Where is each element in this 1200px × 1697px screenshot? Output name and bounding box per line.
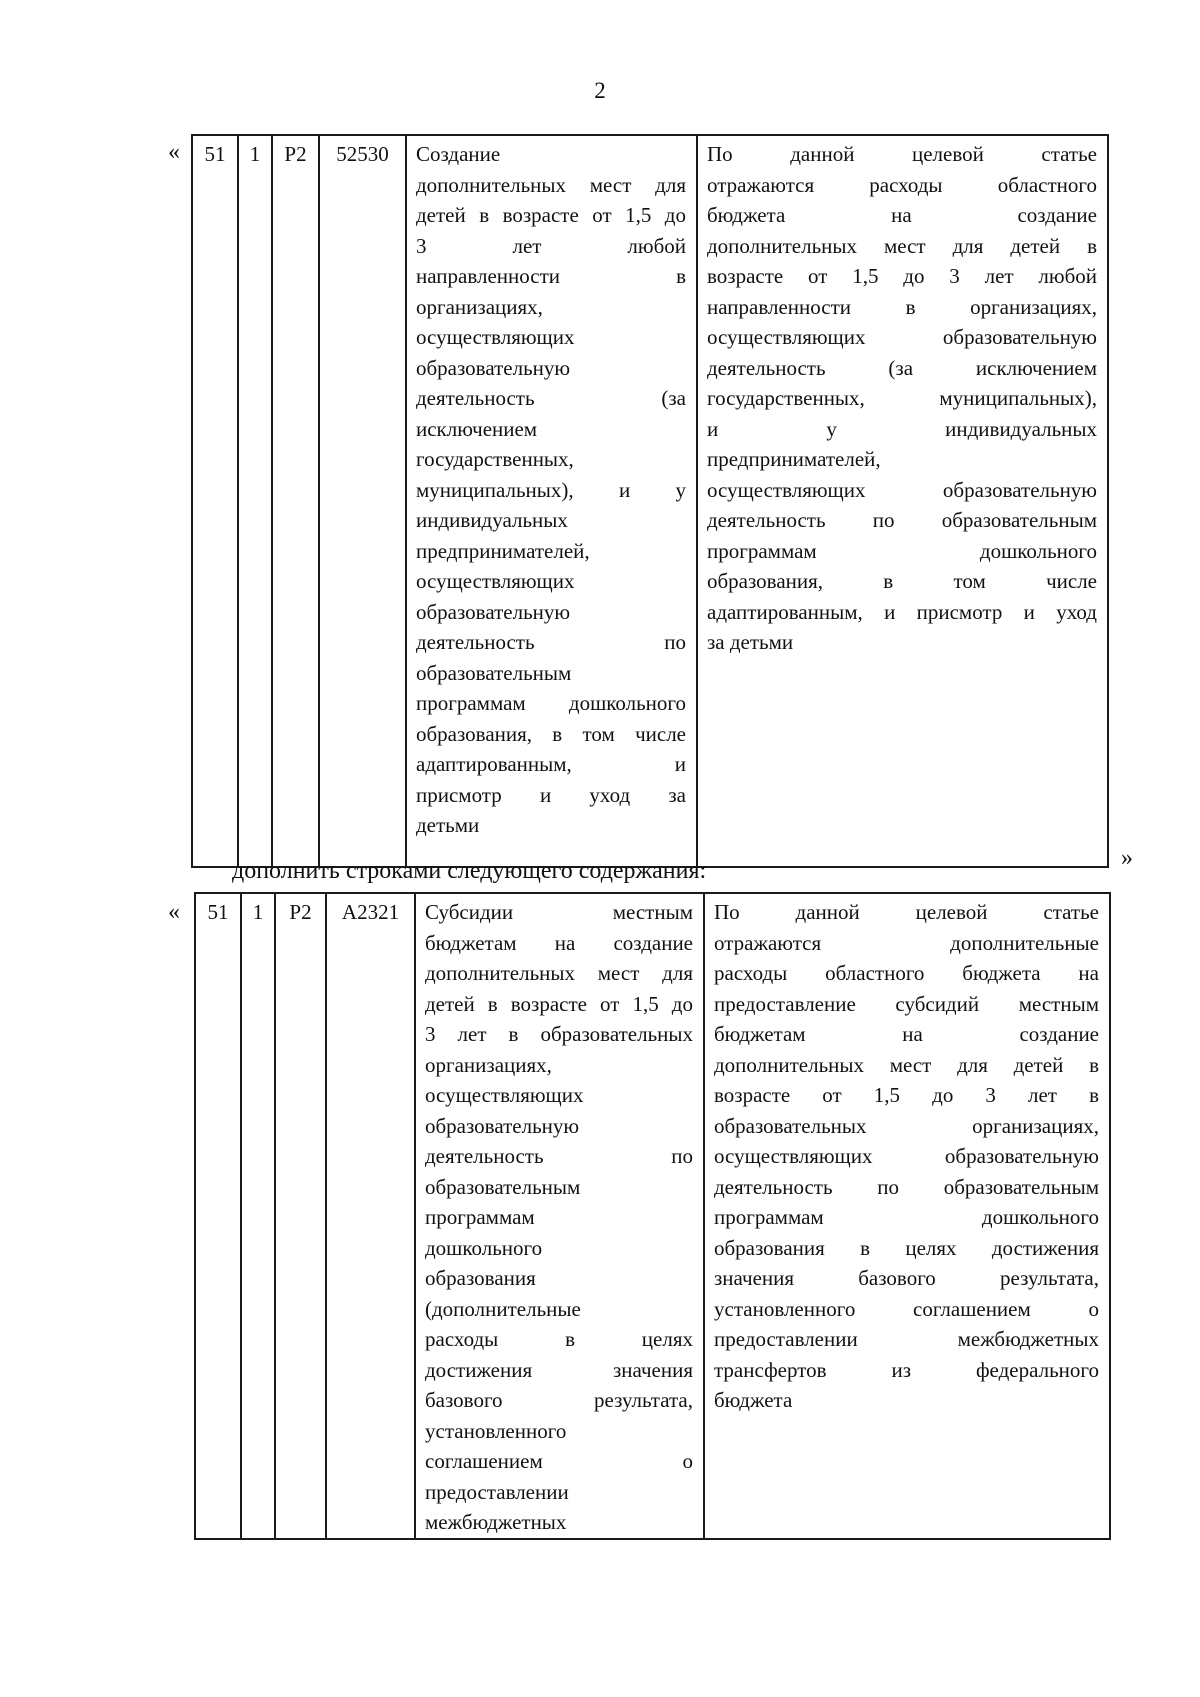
name-line: адаптированным, и xyxy=(416,752,686,776)
name-line: достижения значения xyxy=(425,1357,693,1382)
description-line: предпринимателей, xyxy=(707,447,881,471)
name-line: деятельность (за xyxy=(416,386,686,410)
name-line: дополнительных мест для xyxy=(425,961,693,985)
description-line: бюджета xyxy=(714,1388,793,1412)
description-line: программам дошкольного xyxy=(714,1205,1099,1229)
description-line: бюджетам на создание xyxy=(714,1022,1099,1046)
description-line: возрасте от 1,5 до 3 лет в xyxy=(714,1083,1099,1107)
description-line: дополнительных мест для детей в xyxy=(714,1052,1099,1077)
name-line: Субсидии местным xyxy=(425,900,693,924)
amendment-instruction: дополнить строками следующего содержания: xyxy=(232,858,707,884)
description-line: государственных, муниципальных), xyxy=(707,386,1097,410)
code-subsection: 1 xyxy=(238,135,272,867)
name-line: дополнительных мест для xyxy=(416,172,686,197)
code-subsection: 1 xyxy=(241,893,275,1539)
code-program: Р2 xyxy=(272,135,319,867)
name-line: государственных, xyxy=(416,447,574,471)
name-line: образовательную xyxy=(416,599,571,624)
name-line: предпринимателей, xyxy=(416,538,590,563)
name-line: индивидуальных xyxy=(416,508,568,532)
target-article-name xyxy=(415,893,704,1539)
name-line: предоставлении xyxy=(425,1479,569,1504)
name-line: 3 лет любой xyxy=(416,233,686,258)
description-line: за детьми xyxy=(707,630,794,654)
name-line: присмотр и уход за xyxy=(416,782,686,807)
name-line: детей в возрасте от 1,5 до xyxy=(416,203,686,227)
table-row xyxy=(195,893,1110,1539)
description-line: программам дошкольного xyxy=(707,538,1097,563)
description-line: и у индивидуальных xyxy=(707,416,1097,441)
name-line: соглашением о xyxy=(425,1449,693,1473)
name-line: детьми xyxy=(416,813,480,837)
name-line: исключением xyxy=(416,416,538,441)
description-line: По данной целевой статье xyxy=(714,900,1099,924)
name-line: организациях, xyxy=(425,1052,552,1077)
name-line: бюджетам на создание xyxy=(425,930,693,955)
page-number: 2 xyxy=(594,78,606,103)
description-line: деятельность (за исключением xyxy=(707,355,1097,380)
name-line: осуществляющих xyxy=(416,325,575,349)
name-line: образования, в том числе xyxy=(416,721,686,746)
name-line: образования xyxy=(425,1266,536,1290)
table-row xyxy=(192,135,1108,867)
description-line: отражаются расходы областного xyxy=(707,172,1097,197)
name-line: образовательным xyxy=(416,660,572,685)
budget-table-existing-row xyxy=(191,134,1109,868)
description-line: трансфертов из федерального xyxy=(714,1357,1099,1382)
name-line: дошкольного xyxy=(425,1235,543,1260)
name-line: (дополнительные xyxy=(425,1296,581,1321)
target-article-description xyxy=(704,893,1110,1539)
name-line: организациях, xyxy=(416,294,543,319)
description-line: По данной целевой статье xyxy=(707,142,1097,166)
code-program: Р2 xyxy=(275,893,326,1539)
budget-table-new-row xyxy=(194,892,1111,1540)
name-line: образовательную xyxy=(425,1113,580,1138)
description-line: деятельность по образовательным xyxy=(707,508,1097,532)
name-line: образовательную xyxy=(416,355,571,380)
target-article-description xyxy=(697,135,1108,867)
name-line: направленности в xyxy=(416,264,686,288)
open-quote: « xyxy=(168,139,180,165)
name-line: межбюджетных xyxy=(425,1510,567,1534)
name-line: деятельность по xyxy=(425,1144,693,1168)
description-line: направленности в организациях, xyxy=(707,294,1097,319)
description-line: адаптированным, и присмотр и уход xyxy=(707,599,1097,624)
name-line: деятельность по xyxy=(416,630,686,654)
description-line: дополнительных мест для детей в xyxy=(707,233,1097,258)
open-quote: « xyxy=(168,899,180,925)
description-line: предоставлении межбюджетных xyxy=(714,1327,1099,1351)
description-line: осуществляющих образовательную xyxy=(714,1144,1099,1168)
code-section: 51 xyxy=(195,893,241,1539)
name-line: базового результата, xyxy=(425,1388,693,1412)
description-line: расходы областного бюджета на xyxy=(714,961,1099,985)
description-line: образовательных организациях, xyxy=(714,1113,1099,1138)
name-line: установленного xyxy=(425,1418,567,1443)
name-line: программам дошкольного xyxy=(416,691,686,715)
close-quote: » xyxy=(1121,845,1133,871)
description-line: образования в целях достижения xyxy=(714,1235,1099,1260)
name-line: расходы в целях xyxy=(425,1327,693,1351)
description-line: осуществляющих образовательную xyxy=(707,325,1097,349)
name-line: осуществляющих xyxy=(425,1083,584,1107)
code-section: 51 xyxy=(192,135,238,867)
description-line: установленного соглашением о xyxy=(714,1296,1099,1321)
name-line: муниципальных), и у xyxy=(416,477,686,502)
description-line: возрасте от 1,5 до 3 лет любой xyxy=(707,264,1097,288)
name-line: 3 лет в образовательных xyxy=(425,1022,693,1046)
description-line: осуществляющих образовательную xyxy=(707,477,1097,502)
description-line: отражаются дополнительные xyxy=(714,930,1099,955)
name-line: детей в возрасте от 1,5 до xyxy=(425,991,693,1016)
name-line: программам xyxy=(425,1205,535,1229)
code-direction: А2321 xyxy=(326,893,415,1539)
description-line: образования, в том числе xyxy=(707,569,1097,593)
name-line: образовательным xyxy=(425,1174,581,1199)
description-line: значения базового результата, xyxy=(714,1266,1099,1290)
name-line: осуществляющих xyxy=(416,569,575,593)
description-line: бюджета на создание xyxy=(707,203,1097,227)
code-direction: 52530 xyxy=(319,135,406,867)
name-line: Создание xyxy=(416,142,501,166)
description-line: деятельность по образовательным xyxy=(714,1174,1099,1199)
target-article-name xyxy=(406,135,697,867)
description-line: предоставление субсидий местным xyxy=(714,991,1099,1016)
